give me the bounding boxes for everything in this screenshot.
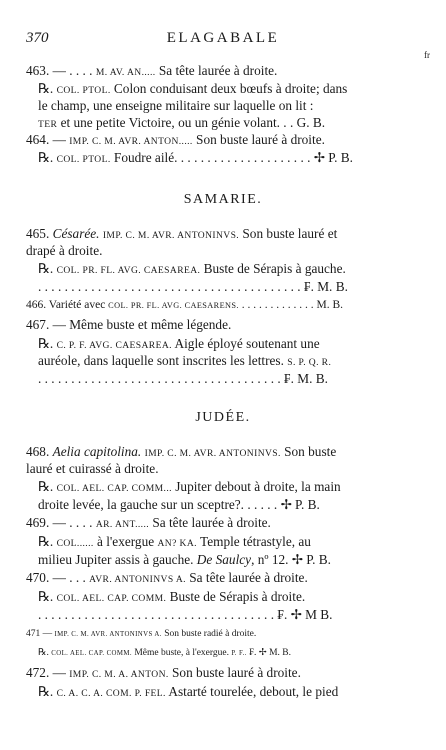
entry-469-reverse-cont: milieu Jupiter assis à gauche. De Saulcy, nº 12. ✢ P. B.	[38, 552, 331, 567]
entry-472-reverse: ℞. C. A. C. A. COM. P. FEL. Astarté tourelée, debout, le pied	[38, 684, 339, 699]
margin-note: fr	[424, 50, 430, 60]
entry-470-line: 470. — . . . AVR. ANTONINVS A. Sa tête laurée à droite.	[26, 570, 308, 585]
entry-463-reverse: ℞. COL. PTOL. Colon conduisant deux bœufs à droite; dans	[38, 81, 348, 96]
entry-471-line: 471 — IMP. C. M. AVR. ANTONINVS A. Son buste radié à droite.	[26, 629, 257, 639]
entry-468-line: 468. Aelia capitolina. IMP. C. M. AVR. ANTONINVS. Son buste	[26, 444, 337, 459]
entry-468-reverse-cont: droite levée, la gauche sur un sceptre?. . . . . . ✢ P. B.	[38, 497, 320, 512]
entry-467-grade: . . . . . . . . . . . . . . . . . . . . . . . . . . . . . . . . . . . . . ₣. M. B.	[38, 371, 328, 386]
entry-463-reverse-cont: TER et une petite Victoire, ou un génie volant. . . G. B.	[38, 115, 326, 130]
entry-463-line: 463. — . . . . M. AV. AN..... Sa tête laurée à droite.	[26, 63, 278, 78]
entry-468-reverse: ℞. COL. AEL. CAP. COMM... Jupiter debout à droite, la main	[38, 479, 341, 494]
entry-464-line: 464. — IMP. C. M. AVR. ANTON..... Son buste lauré à droite.	[26, 132, 325, 147]
entry-470-reverse: ℞. COL. AEL. CAP. COMM. Buste de Sérapis à droite.	[38, 589, 306, 604]
entry-469-line: 469. — . . . . AR. ANT..... Sa tête laurée à droite.	[26, 515, 271, 530]
entry-466-line: 466. Variété avec COL. PR. FL. AVG. CAESARENS. . . . . . . . . . . . . . M. B.	[26, 299, 344, 311]
section-heading-judee: JUDÉE.	[195, 410, 251, 425]
entry-471-reverse: ℞. COL. AEL. CAP. COMM. Même buste, à l'exergue. P. F.. ₣. ✢ M. B.	[38, 648, 292, 658]
entry-463-reverse-cont: le champ, une enseigne militaire sur laquelle on lit :	[38, 98, 314, 113]
entry-465-line: 465. Césarée. IMP. C. M. AVR. ANTONINVS. Son buste lauré et	[26, 226, 338, 241]
page-number: 370	[26, 30, 49, 46]
running-title: ELAGABALE	[166, 30, 280, 46]
entry-467-reverse: ℞. C. P. F. AVG. CAESAREA. Aigle éployé soutenant une	[38, 336, 320, 351]
entry-467-line: 467. — Même buste et même légende.	[26, 317, 232, 332]
entry-468-line-cont: lauré et cuirassé à droite.	[26, 461, 159, 476]
entry-465-reverse: ℞. COL. PR. FL. AVG. CAESAREA. Buste de Sérapis à gauche.	[38, 261, 346, 276]
entry-465-grade: . . . . . . . . . . . . . . . . . . . . . . . . . . . . . . . . . . . . . . . . ₣. M. B.	[38, 279, 348, 294]
entry-469-reverse: ℞. COL...... à l'exergue AN? KA. Temple tétrastyle, au	[38, 534, 311, 549]
entry-472-line: 472. — IMP. C. M. A. ANTON. Son buste lauré à droite.	[26, 665, 301, 680]
page-header	[26, 30, 420, 50]
entry-464-reverse: ℞. COL. PTOL. Foudre ailé. . . . . . . . . . . . . . . . . . . . . ✢ P. B.	[38, 150, 353, 165]
entry-465-line-cont: drapé à droite.	[26, 243, 103, 258]
entry-467-reverse-cont: auréole, dans laquelle sont inscrites les lettres. S. P. Q. R.	[38, 353, 332, 368]
entry-470-grade: . . . . . . . . . . . . . . . . . . . . . . . . . . . . . . . . . . . . ₣. ✢ M B.	[38, 607, 333, 622]
section-heading-samarie: SAMARIE.	[183, 192, 263, 207]
